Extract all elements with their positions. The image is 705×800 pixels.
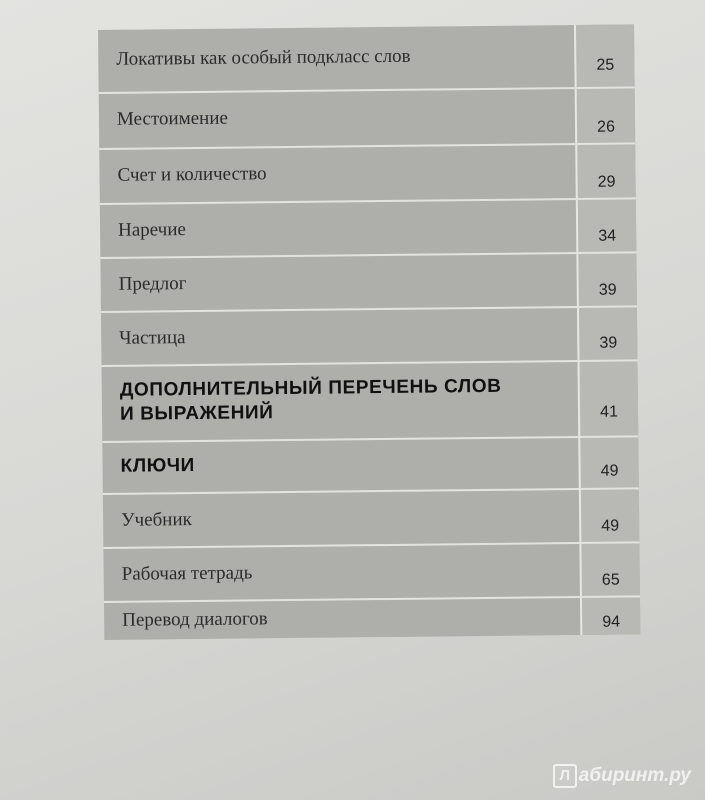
watermark-text: абиринт.ру — [578, 765, 691, 786]
toc-entry-title: Локативы как особый подкласс слов — [116, 45, 411, 70]
toc-entry-title: Счет и количество — [117, 163, 267, 186]
toc-entry-page: 29 — [597, 173, 616, 191]
toc-entry-page: 39 — [598, 281, 617, 299]
toc-entry-page: 94 — [602, 613, 621, 631]
toc-entry-page: 65 — [601, 571, 620, 589]
toc-row — [103, 489, 640, 549]
toc-row — [101, 307, 638, 367]
toc-row — [99, 144, 636, 205]
toc-entry-title: Местоимение — [116, 107, 228, 130]
toc-row — [102, 361, 639, 443]
toc-entry-page: 26 — [597, 118, 616, 136]
toc-entry-page: 49 — [601, 517, 620, 535]
toc-entry-title: Частица — [119, 327, 186, 349]
toc-row — [102, 437, 639, 495]
toc-row — [98, 24, 635, 94]
toc-section-title: КЛЮЧИ — [120, 455, 195, 477]
labirint-watermark — [553, 764, 691, 788]
toc-entry-page: 34 — [598, 227, 617, 245]
toc-entry-title: Рабочая тетрадь — [121, 562, 253, 585]
toc-entry-page: 41 — [600, 403, 619, 421]
toc-entry-page: 25 — [596, 56, 615, 74]
toc-entry-title: Перевод диалогов — [122, 608, 268, 631]
toc-entry-page: 49 — [600, 462, 619, 480]
watermark-logo-icon: Л — [553, 764, 577, 788]
table-of-contents — [98, 24, 640, 640]
toc-row — [103, 543, 640, 603]
toc-row — [99, 88, 636, 150]
toc-entry-title: Учебник — [121, 509, 192, 531]
toc-row — [100, 253, 637, 313]
toc-entry-title: Предлог — [118, 273, 187, 295]
toc-entry-title: Наречие — [117, 219, 186, 241]
toc-row — [100, 199, 637, 259]
toc-entry-page: 39 — [599, 334, 618, 352]
toc-row — [104, 597, 640, 640]
toc-section-title: ДОПОЛНИТЕЛЬНЫЙ ПЕРЕЧЕНЬ СЛОВ И ВЫРАЖЕНИЙ — [119, 375, 502, 425]
